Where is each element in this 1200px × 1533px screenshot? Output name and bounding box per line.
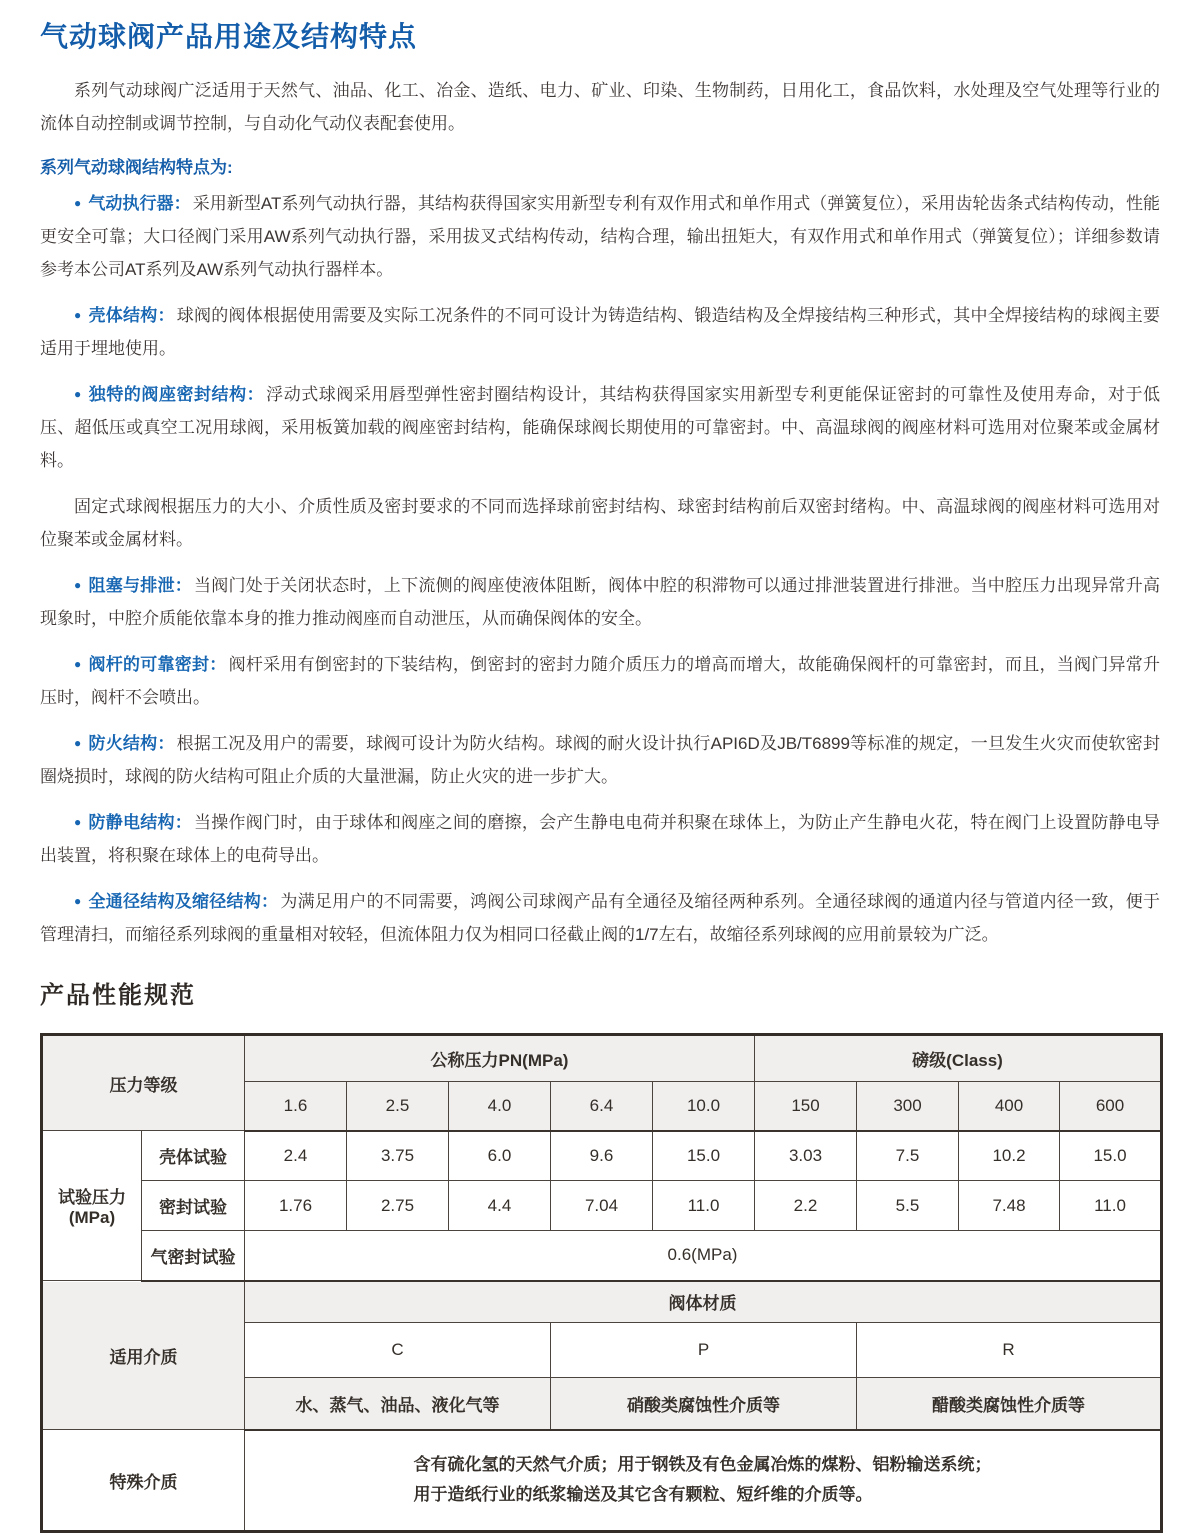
- feature-full-bore: [40, 885, 1160, 951]
- pn-col-header: 10.0: [653, 1082, 755, 1131]
- feature-text: 根据工况及用户的需要，球阀可设计为防火结构。球阀的耐火设计执行API6D及JB/T6899等标准的规定，一旦发生火灾而使软密封圈烧损时，球阀的防火结构可阻止介质的大量泄漏，防止火灾的进一步扩大。: [40, 734, 1161, 786]
- table-cell: 2.75: [347, 1181, 449, 1231]
- table-cell: 4.4: [449, 1181, 551, 1231]
- spec-heading: 产品性能规范: [40, 982, 196, 1009]
- media-for-p: 硝酸类腐蚀性介质等: [551, 1378, 857, 1430]
- test-pressure-header: [42, 1131, 142, 1281]
- media-for-r: 醋酸类腐蚀性介质等: [857, 1378, 1162, 1430]
- bullet-icon: ●: [74, 736, 82, 750]
- test-pressure-line1: 试验压力: [58, 1188, 126, 1207]
- class-header: 磅级(Class): [755, 1035, 1162, 1082]
- intro-paragraph: 系列气动球阀广泛适用于天然气、油品、化工、冶金、造纸、电力、矿业、印染、生物制药，日用化工，食品饮料，水处理及空气处理等行业的流体自动控制或调节控制，与自动化气动仪表配套使用。: [40, 81, 1160, 133]
- performance-spec-table: [40, 1033, 1163, 1533]
- feature-label: 壳体结构：: [88, 306, 175, 325]
- special-media-label: 特殊介质: [42, 1430, 245, 1532]
- page-title: 气动球阀产品用途及结构特点: [40, 21, 418, 52]
- test-pressure-line2: (MPa): [68, 1208, 116, 1227]
- feature-seat-seal: [40, 378, 1160, 477]
- feature-text: 当操作阀门时，由于球体和阀座之间的磨擦，会产生静电电荷并积聚在球体上，为防止产生静电火花，特在阀门上设置防静电导出装置，将积聚在球体上的电荷导出。: [40, 813, 1161, 865]
- special-media-line1: 含有硫化氢的天然气介质；用于钢铁及有色金属冶炼的煤粉、铝粉输送系统；: [413, 1455, 992, 1475]
- special-media-line2: 用于造纸行业的纸浆输送及其它含有颗粒、短纤维的介质等。: [413, 1485, 873, 1505]
- feature-text: 球阀的阀体根据使用需要及实际工况条件的不同可设计为铸造结构、锻造结构及全焊接结构三种形式，其中全焊接结构的球阀主要适用于埋地使用。: [40, 306, 1161, 358]
- feature-label: 全通径结构及缩径结构：: [88, 892, 279, 911]
- feature-label: 独特的阀座密封结构：: [88, 385, 265, 404]
- bullet-icon: ●: [74, 578, 82, 592]
- feature-text: 浮动式球阀采用唇型弹性密封圈结构设计，其结构获得国家实用新型专利更能保证密封的可靠性及使用寿命，对于低压、超低压或真空工况用球阀，采用板簧加载的阀座密封结构，能确保球阀长期使用的可靠密封。中、高温球阀的阀座材料可选用对位聚苯或金属材料。: [40, 385, 1161, 470]
- media-for-c: 水、蒸气、油品、液化气等: [245, 1378, 551, 1430]
- table-cell: 10.2: [959, 1131, 1060, 1181]
- bullet-icon: ●: [74, 657, 82, 671]
- feature-label: 防静电结构：: [88, 813, 193, 832]
- bullet-icon: ●: [74, 894, 82, 908]
- table-cell: 6.0: [449, 1131, 551, 1181]
- material-code-r: R: [857, 1323, 1162, 1378]
- air-seal-value-cell: 0.6(MPa): [245, 1231, 1162, 1281]
- table-cell: 5.5: [857, 1181, 959, 1231]
- table-cell: 1.76: [245, 1181, 347, 1231]
- feature-stem-seal: [40, 648, 1160, 714]
- table-cell: 11.0: [1060, 1181, 1162, 1231]
- material-code-p: P: [551, 1323, 857, 1378]
- feature-block-drain: [40, 569, 1160, 635]
- pressure-class-header: 压力等级: [42, 1035, 245, 1131]
- class-col-header: 300: [857, 1082, 959, 1131]
- feature-label: 防火结构：: [88, 734, 175, 753]
- bullet-icon: ●: [74, 308, 82, 322]
- table-cell: 2.4: [245, 1131, 347, 1181]
- feature-label: 阻塞与排泄：: [88, 576, 193, 595]
- table-cell: 11.0: [653, 1181, 755, 1231]
- feature-label: 气动执行器：: [88, 194, 191, 213]
- pn-col-header: 4.0: [449, 1082, 551, 1131]
- table-cell: 7.5: [857, 1131, 959, 1181]
- class-col-header: 150: [755, 1082, 857, 1131]
- bullet-icon: ●: [74, 196, 82, 210]
- bullet-icon: ●: [74, 815, 82, 829]
- material-code-c: C: [245, 1323, 551, 1378]
- table-cell: 7.48: [959, 1181, 1060, 1231]
- feature-text: 为满足用户的不同需要，鸿阀公司球阀产品有全通径及缩径两种系列。全通径球阀的通道内径与管道内径一致，便于管理清扫，而缩径系列球阀的重量相对较轻，但流体阻力仅为相同口径截止阀的1/7左右，故缩径系列球阀的应用前景较为广泛。: [40, 892, 1161, 944]
- pn-col-header: 2.5: [347, 1082, 449, 1131]
- table-cell: 9.6: [551, 1131, 653, 1181]
- table-cell: 15.0: [653, 1131, 755, 1181]
- bullet-icon: ●: [74, 387, 82, 401]
- table-cell: 7.04: [551, 1181, 653, 1231]
- row-label-air-seal-test: 气密封试验: [142, 1231, 245, 1281]
- feature-text: 阀杆采用有倒密封的下装结构，倒密封的密封力随介质压力的增高而增大，故能确保阀杆的可靠密封，而且，当阀门异常升压时，阀杆不会喷出。: [40, 655, 1161, 707]
- features-heading: 系列气动球阀结构特点为:: [40, 158, 233, 177]
- feature-shell: [40, 299, 1160, 365]
- table-cell: 2.2: [755, 1181, 857, 1231]
- feature-text: 当阀门处于关闭状态时，上下流侧的阀座使液体阻断，阀体中腔的积滞物可以通过排泄装置进行排泄。当中腔压力出现异常升高现象时，中腔介质能依靠本身的推力推动阀座而自动泄压，从而确保阀体的安全。: [40, 576, 1161, 628]
- table-cell: 3.75: [347, 1131, 449, 1181]
- pn-col-header: 6.4: [551, 1082, 653, 1131]
- pn-col-header: 1.6: [245, 1082, 347, 1131]
- row-label-shell-test: 壳体试验: [142, 1131, 245, 1181]
- class-col-header: 600: [1060, 1082, 1162, 1131]
- special-media-cell: [245, 1430, 1162, 1532]
- feature-text: 采用新型AT系列气动执行器，其结构获得国家实用新型专利有双作用式和单作用式（弹簧复位），采用齿轮齿条式结构传动，性能更安全可靠；大口径阀门采用AW系列气动执行器，采用拔叉式结构传动，结构合理，输出扭矩大，有双作用式和单作用式（弹簧复位）；详细参数请参考本公司AT系列及AW系列气动执行器样本。: [40, 194, 1161, 279]
- pn-header: 公称压力PN(MPa): [245, 1035, 755, 1082]
- special-media-text: [414, 1450, 992, 1510]
- feature-actuator: [40, 187, 1160, 286]
- class-col-header: 400: [959, 1082, 1060, 1131]
- table-cell: 3.03: [755, 1131, 857, 1181]
- feature-fireproof: [40, 727, 1160, 793]
- feature-label: 阀杆的可靠密封：: [88, 655, 227, 674]
- media-section-label: 适用介质: [42, 1281, 245, 1430]
- row-label-seal-test: 密封试验: [142, 1181, 245, 1231]
- body-material-header: 阀体材质: [245, 1281, 1162, 1323]
- fixed-ball-paragraph: 固定式球阀根据压力的大小、介质性质及密封要求的不同而选择球前密封结构、球密封结构前后双密封绪构。中、高温球阀的阀座材料可选用对位聚苯或金属材料。: [40, 497, 1160, 549]
- feature-antistatic: [40, 806, 1160, 872]
- table-cell: 15.0: [1060, 1131, 1162, 1181]
